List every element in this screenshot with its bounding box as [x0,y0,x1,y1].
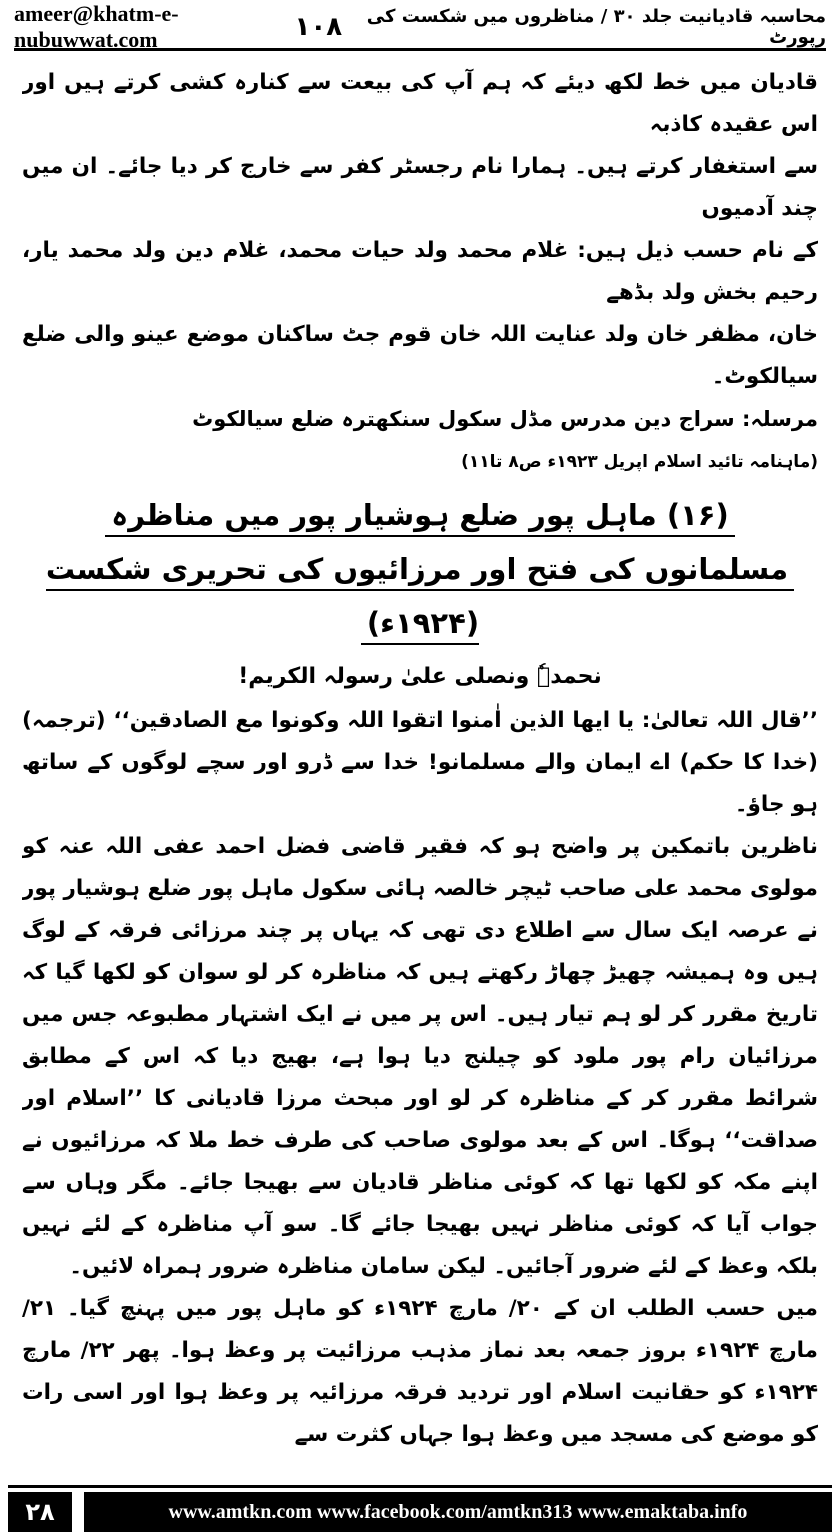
page-content [22,62,818,1480]
intro-paragraph [22,62,818,398]
header-page-number: ۱۰۸ [294,12,343,42]
footer-page-number: ۲۸ [8,1492,72,1532]
body-paragraph: ناظرین باتمکین پر واضح ہو کہ فقیر قاضی فضل احمد عفی اللہ عنہ کو مولوی محمد علی صاحب ٹیچر خالصہ ہائی سکول ماہل پور ضلع ہوشیار پور نے عرصہ ایک سال سے اطلاع دی تھی کہ یہاں پر چند مرزائی فرقہ کے لوگ ہیں وہ ہمیشہ چھیڑ چھاڑ رکھتے ہیں کہ مناظرہ کر لو سوان کو لکھا گیا کہ تاریخ مقرر کر لو ہم تیار ہیں۔ اس پر میں نے ایک اشتہار مطبوعہ جس میں مرزائیان رام پور ملود کو چیلنج دیا ہوا ہے، بھیج دیا کہ اس کے مطابق شرائط مقرر کر کے مناظرہ کر لو اور مبحث مرزا قادیانی کا ’’اسلام اور صداقت‘‘ ہوگا۔ اس کے بعد مولوی صاحب کی طرف خط ملا کہ مرزائیوں نے اپنے مکہ کو لکھا تھا کہ کوئی مناظر قادیان سے بھیجا جائے۔ مگر وہاں سے جواب آیا کہ کوئی مناظر نہیں بھیجا جائے گا۔ سو آپ مناظرہ کے لئے نہیں بلکہ وعظ کے لئے ضرور آجائیں۔ لیکن سامان مناظرہ ضرور ہمراہ لائیں۔ [22,834,818,1279]
page-header [14,1,826,52]
header-right [295,6,826,48]
salutation: نحمدہٗ ونصلی علیٰ رسولہ الکریم! [238,664,602,689]
section-heading [22,488,818,650]
footer-links[interactable]: www.amtkn.com www.facebook.com/amtkn313 www.emaktaba.info [84,1492,832,1532]
intro-line: قادیان میں خط لکھ دیئے کہ ہم آپ کی بیعت سے کنارہ کشی کرتے ہیں اور اس عقیدہ کاذبہ [22,70,818,137]
header-email[interactable]: ameer@khatm-e-nubuwwat.com [14,1,179,52]
intro-line: کے نام حسب ذیل ہیں: غلام محمد ولد حیات محمد، غلام دین ولد محمد یار، رحیم بخش ولد بڈھے [22,238,818,305]
intro-line: سے استغفار کرتے ہیں۔ ہمارا نام رجسٹر کفر سے خارج کر دیا جائے۔ ان میں چند آدمیوں [22,154,818,221]
heading-line-2: مسلمانوں کی فتح اور مرزائیوں کی تحریری شکست (۱۹۲۴ء) [22,542,818,650]
intro-line: خان، مظفر خان ولد عنایت اللہ خان قوم جٹ ساکنان موضع عینو والی ضلع سیالکوٹ۔ [22,322,818,389]
heading-line-1: (۱۶) ماہل پور ضلع ہوشیار پور میں مناظرہ [22,488,818,542]
quran-paragraph: ’’قال اللہ تعالیٰ: یا ایھا الذین اٰمنوا اتقوا اللہ وکونوا مع الصادقین‘‘ (ترجمہ) (خدا کا حکم) اے ایمان والے مسلمانو! خدا سے ڈرو اور سچے لوگوں کے ساتھ ہو جاؤ۔ [22,708,818,817]
citation: (ماہنامہ تائید اسلام اپریل ۱۹۲۳ء ص۸ تا۱۱) [461,452,818,472]
page-footer [8,1485,832,1536]
sender-line: مرسلہ: سراج دین مدرس مڈل سکول سنکھترہ ضلع سیالکوٹ [192,407,818,431]
header-book-title: محاسبہ قادیانیت جلد ۳۰ / مناظروں میں شکست کی رپورٹ [366,6,826,48]
last-paragraph: میں حسب الطلب ان کے ۲۰/ مارچ ۱۹۲۴ء کو ماہل پور میں پہنچ گیا۔ ۲۱/ مارچ ۱۹۲۴ء بروز جمعہ بعد نماز مذہب مرزائیت پر وعظ ہوا۔ پھر ۲۲/ مارچ ۱۹۲۴ء کو حقانیت اسلام اور تردید فرقہ مرزائیہ پر وعظ ہوا اور اسی رات کو موضع کی مسجد میں وعظ ہوا جہاں کثرت سے [22,1296,818,1447]
